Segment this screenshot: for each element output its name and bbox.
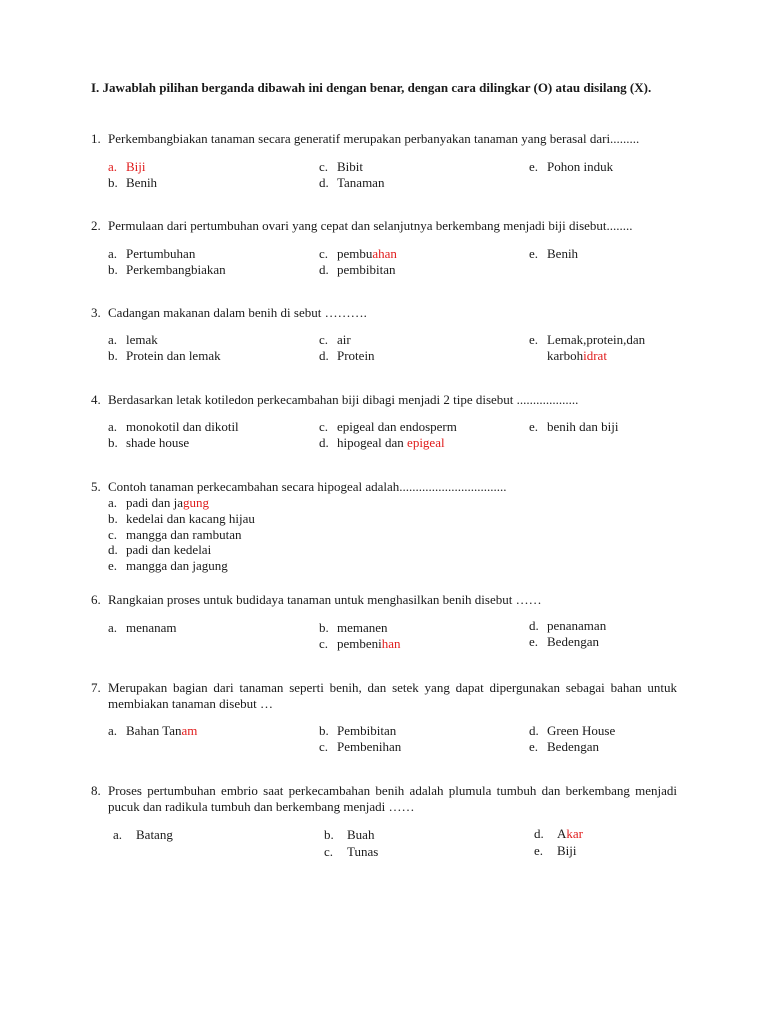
option-letter: a. (108, 332, 118, 347)
option-text: A (557, 826, 567, 841)
question-number: 4. (91, 392, 101, 407)
option-text: Pembibitan (337, 723, 397, 738)
option-text: Green House (547, 723, 616, 738)
option-letter: b. (108, 175, 118, 190)
option-text: Pohon induk (547, 159, 614, 174)
question-number: 6. (91, 592, 101, 607)
option-6a[interactable] (108, 620, 177, 636)
option-letter: c. (319, 159, 329, 174)
option-text: menanam (126, 620, 177, 635)
option-letter: d. (319, 262, 329, 277)
question-text: Proses pertumbuhan embrio saat perkecambahan benih adalah plumula tumbuh dan berkembang menjadi pucuk dan radikula tumbuh dan berkembang menjadi …… (108, 783, 677, 814)
option-7e[interactable] (529, 739, 599, 755)
option-text: Pembenihan (337, 739, 402, 754)
question-number: 5. (91, 479, 101, 494)
option-5b[interactable] (108, 511, 255, 527)
option-3e[interactable] (529, 332, 645, 348)
option-text-marked: han (381, 636, 401, 651)
option-text: Biji (126, 159, 146, 174)
question-text: Perkembangbiakan tanaman secara generatif merupakan perbanyakan tanaman yang berasal dari......... (108, 131, 640, 146)
option-text: Bibit (337, 159, 364, 174)
option-letter: e. (529, 739, 539, 754)
option-text: Biji (557, 843, 577, 858)
option-text: Benih (126, 175, 158, 190)
option-letter: c. (324, 844, 334, 859)
question-text: Cadangan makanan dalam benih di sebut ………. (108, 305, 367, 320)
option-8c[interactable] (324, 844, 378, 860)
option-letter: d. (319, 175, 329, 190)
option-8d[interactable] (534, 826, 583, 842)
option-letter: e. (529, 246, 539, 261)
option-text: lemak (126, 332, 158, 347)
option-letter: c. (319, 332, 329, 347)
option-text: shade house (126, 435, 190, 450)
option-2a[interactable] (108, 246, 195, 262)
option-text: Protein (337, 348, 375, 363)
option-letter: e. (529, 159, 539, 174)
option-2d[interactable] (319, 262, 396, 278)
option-4d[interactable] (319, 435, 445, 451)
option-text: Protein dan lemak (126, 348, 221, 363)
option-6e[interactable] (529, 634, 599, 650)
option-letter: c. (319, 636, 329, 651)
option-text: epigeal dan endosperm (337, 419, 457, 434)
option-4a[interactable] (108, 419, 239, 435)
option-text: penanaman (547, 618, 607, 633)
option-letter: b. (108, 511, 118, 526)
option-letter: e. (529, 419, 539, 434)
option-8a[interactable] (113, 827, 173, 843)
option-3b[interactable] (108, 348, 221, 364)
option-text: Benih (547, 246, 579, 261)
option-5c[interactable] (108, 527, 242, 543)
option-text: Lemak,protein,dan (547, 332, 646, 347)
option-letter: a. (108, 495, 118, 510)
option-letter: a. (108, 246, 118, 261)
question-text: Permulaan dari pertumbuhan ovari yang cepat dan selanjutnya berkembang menjadi biji disebut........ (108, 218, 633, 233)
question-text: Rangkaian proses untuk budidaya tanaman untuk menghasilkan benih disebut …… (108, 592, 542, 607)
question-number: 1. (91, 131, 101, 146)
option-2c[interactable] (319, 246, 397, 262)
option-text: Batang (136, 827, 173, 842)
option-letter: e. (529, 634, 539, 649)
option-7d[interactable] (529, 723, 615, 739)
option-letter: b. (324, 827, 334, 842)
option-7a[interactable] (108, 723, 197, 739)
instructions-heading: I. Jawablah pilihan berganda dibawah ini dengan benar, dengan cara dilingkar (O) atau disilang (X). (91, 80, 652, 95)
question-number: 8. (91, 783, 101, 798)
option-3c[interactable] (319, 332, 351, 348)
question-number: 2. (91, 218, 101, 233)
option-5d[interactable] (108, 542, 211, 558)
option-text: Tunas (347, 844, 379, 859)
option-6d[interactable] (529, 618, 606, 634)
option-letter: c. (319, 246, 329, 261)
option-text: monokotil dan dikotil (126, 419, 239, 434)
option-text: pembibitan (337, 262, 396, 277)
option-letter: d. (529, 618, 539, 633)
option-letter: b. (108, 262, 118, 277)
option-letter: d. (529, 723, 539, 738)
option-5a[interactable] (108, 495, 209, 511)
option-letter: a. (108, 723, 118, 738)
option-text: pembu (337, 246, 373, 261)
option-3a[interactable] (108, 332, 158, 348)
option-text-marked: kar (566, 826, 583, 841)
option-letter: e. (108, 558, 118, 573)
option-7c[interactable] (319, 739, 401, 755)
option-1d[interactable] (319, 175, 384, 191)
option-text: mangga dan jagung (126, 558, 228, 573)
option-text: Perkembangbiakan (126, 262, 226, 277)
option-letter: b. (319, 620, 329, 635)
option-text: hipogeal dan (337, 435, 408, 450)
option-text: karboh (547, 348, 584, 363)
option-letter: c. (319, 739, 329, 754)
option-letter: a. (113, 827, 123, 842)
option-1b[interactable] (108, 175, 157, 191)
option-2e[interactable] (529, 246, 578, 262)
option-letter: a. (108, 620, 118, 635)
option-letter: e. (529, 332, 539, 347)
option-letter: c. (319, 419, 329, 434)
option-3d[interactable] (319, 348, 375, 364)
option-text-marked: gung (183, 495, 210, 510)
question-number: 7. (91, 680, 101, 695)
option-text-marked: idrat (583, 348, 607, 363)
option-6b[interactable] (319, 620, 388, 636)
option-text-marked: epigeal (407, 435, 445, 450)
option-text: padi dan kedelai (126, 542, 212, 557)
option-text: kedelai dan kacang hijau (126, 511, 255, 526)
option-text: Pertumbuhan (126, 246, 196, 261)
option-6c[interactable] (319, 636, 401, 652)
option-text: padi dan ja (126, 495, 184, 510)
option-3e-line2 (547, 348, 607, 364)
option-text-marked: ahan (372, 246, 397, 261)
option-text: Buah (347, 827, 375, 842)
option-letter: d. (108, 542, 118, 557)
option-letter: a. (108, 159, 118, 174)
question-text: Merupakan bagian dari tanaman seperti benih, dan setek yang dapat dipergunakan sebagai bahan untuk membiakan tanaman disebut … (108, 680, 677, 711)
option-7b[interactable] (319, 723, 396, 739)
option-text: pembeni (337, 636, 382, 651)
option-text: Bahan Tan (126, 723, 182, 738)
option-text: mangga dan rambutan (126, 527, 242, 542)
option-letter: b. (108, 435, 118, 450)
question-text: Berdasarkan letak kotiledon perkecambahan biji dibagi menjadi 2 tipe disebut ................... (108, 392, 579, 407)
option-text-marked: am (181, 723, 198, 738)
option-text: Bedengan (547, 634, 599, 649)
option-letter: a. (108, 419, 118, 434)
option-8b[interactable] (324, 827, 374, 843)
option-letter: d. (319, 348, 329, 363)
question-text: Contoh tanaman perkecambahan secara hipogeal adalah................................. (108, 479, 507, 494)
option-letter: d. (319, 435, 329, 450)
option-4e[interactable] (529, 419, 619, 435)
option-1e[interactable] (529, 159, 613, 175)
option-letter: c. (108, 527, 118, 542)
option-1c[interactable] (319, 159, 363, 175)
option-text: memanen (337, 620, 388, 635)
option-1a[interactable] (108, 159, 146, 175)
option-5e[interactable] (108, 558, 228, 574)
option-text: benih dan biji (547, 419, 619, 434)
option-letter: e. (534, 843, 544, 858)
option-letter: d. (534, 826, 544, 841)
option-text: air (337, 332, 351, 347)
option-8e[interactable] (534, 843, 577, 859)
option-2b[interactable] (108, 262, 226, 278)
option-letter: b. (319, 723, 329, 738)
option-4b[interactable] (108, 435, 189, 451)
question-number: 3. (91, 305, 101, 320)
option-text: Bedengan (547, 739, 599, 754)
option-4c[interactable] (319, 419, 457, 435)
option-text: Tanaman (337, 175, 385, 190)
option-letter: b. (108, 348, 118, 363)
